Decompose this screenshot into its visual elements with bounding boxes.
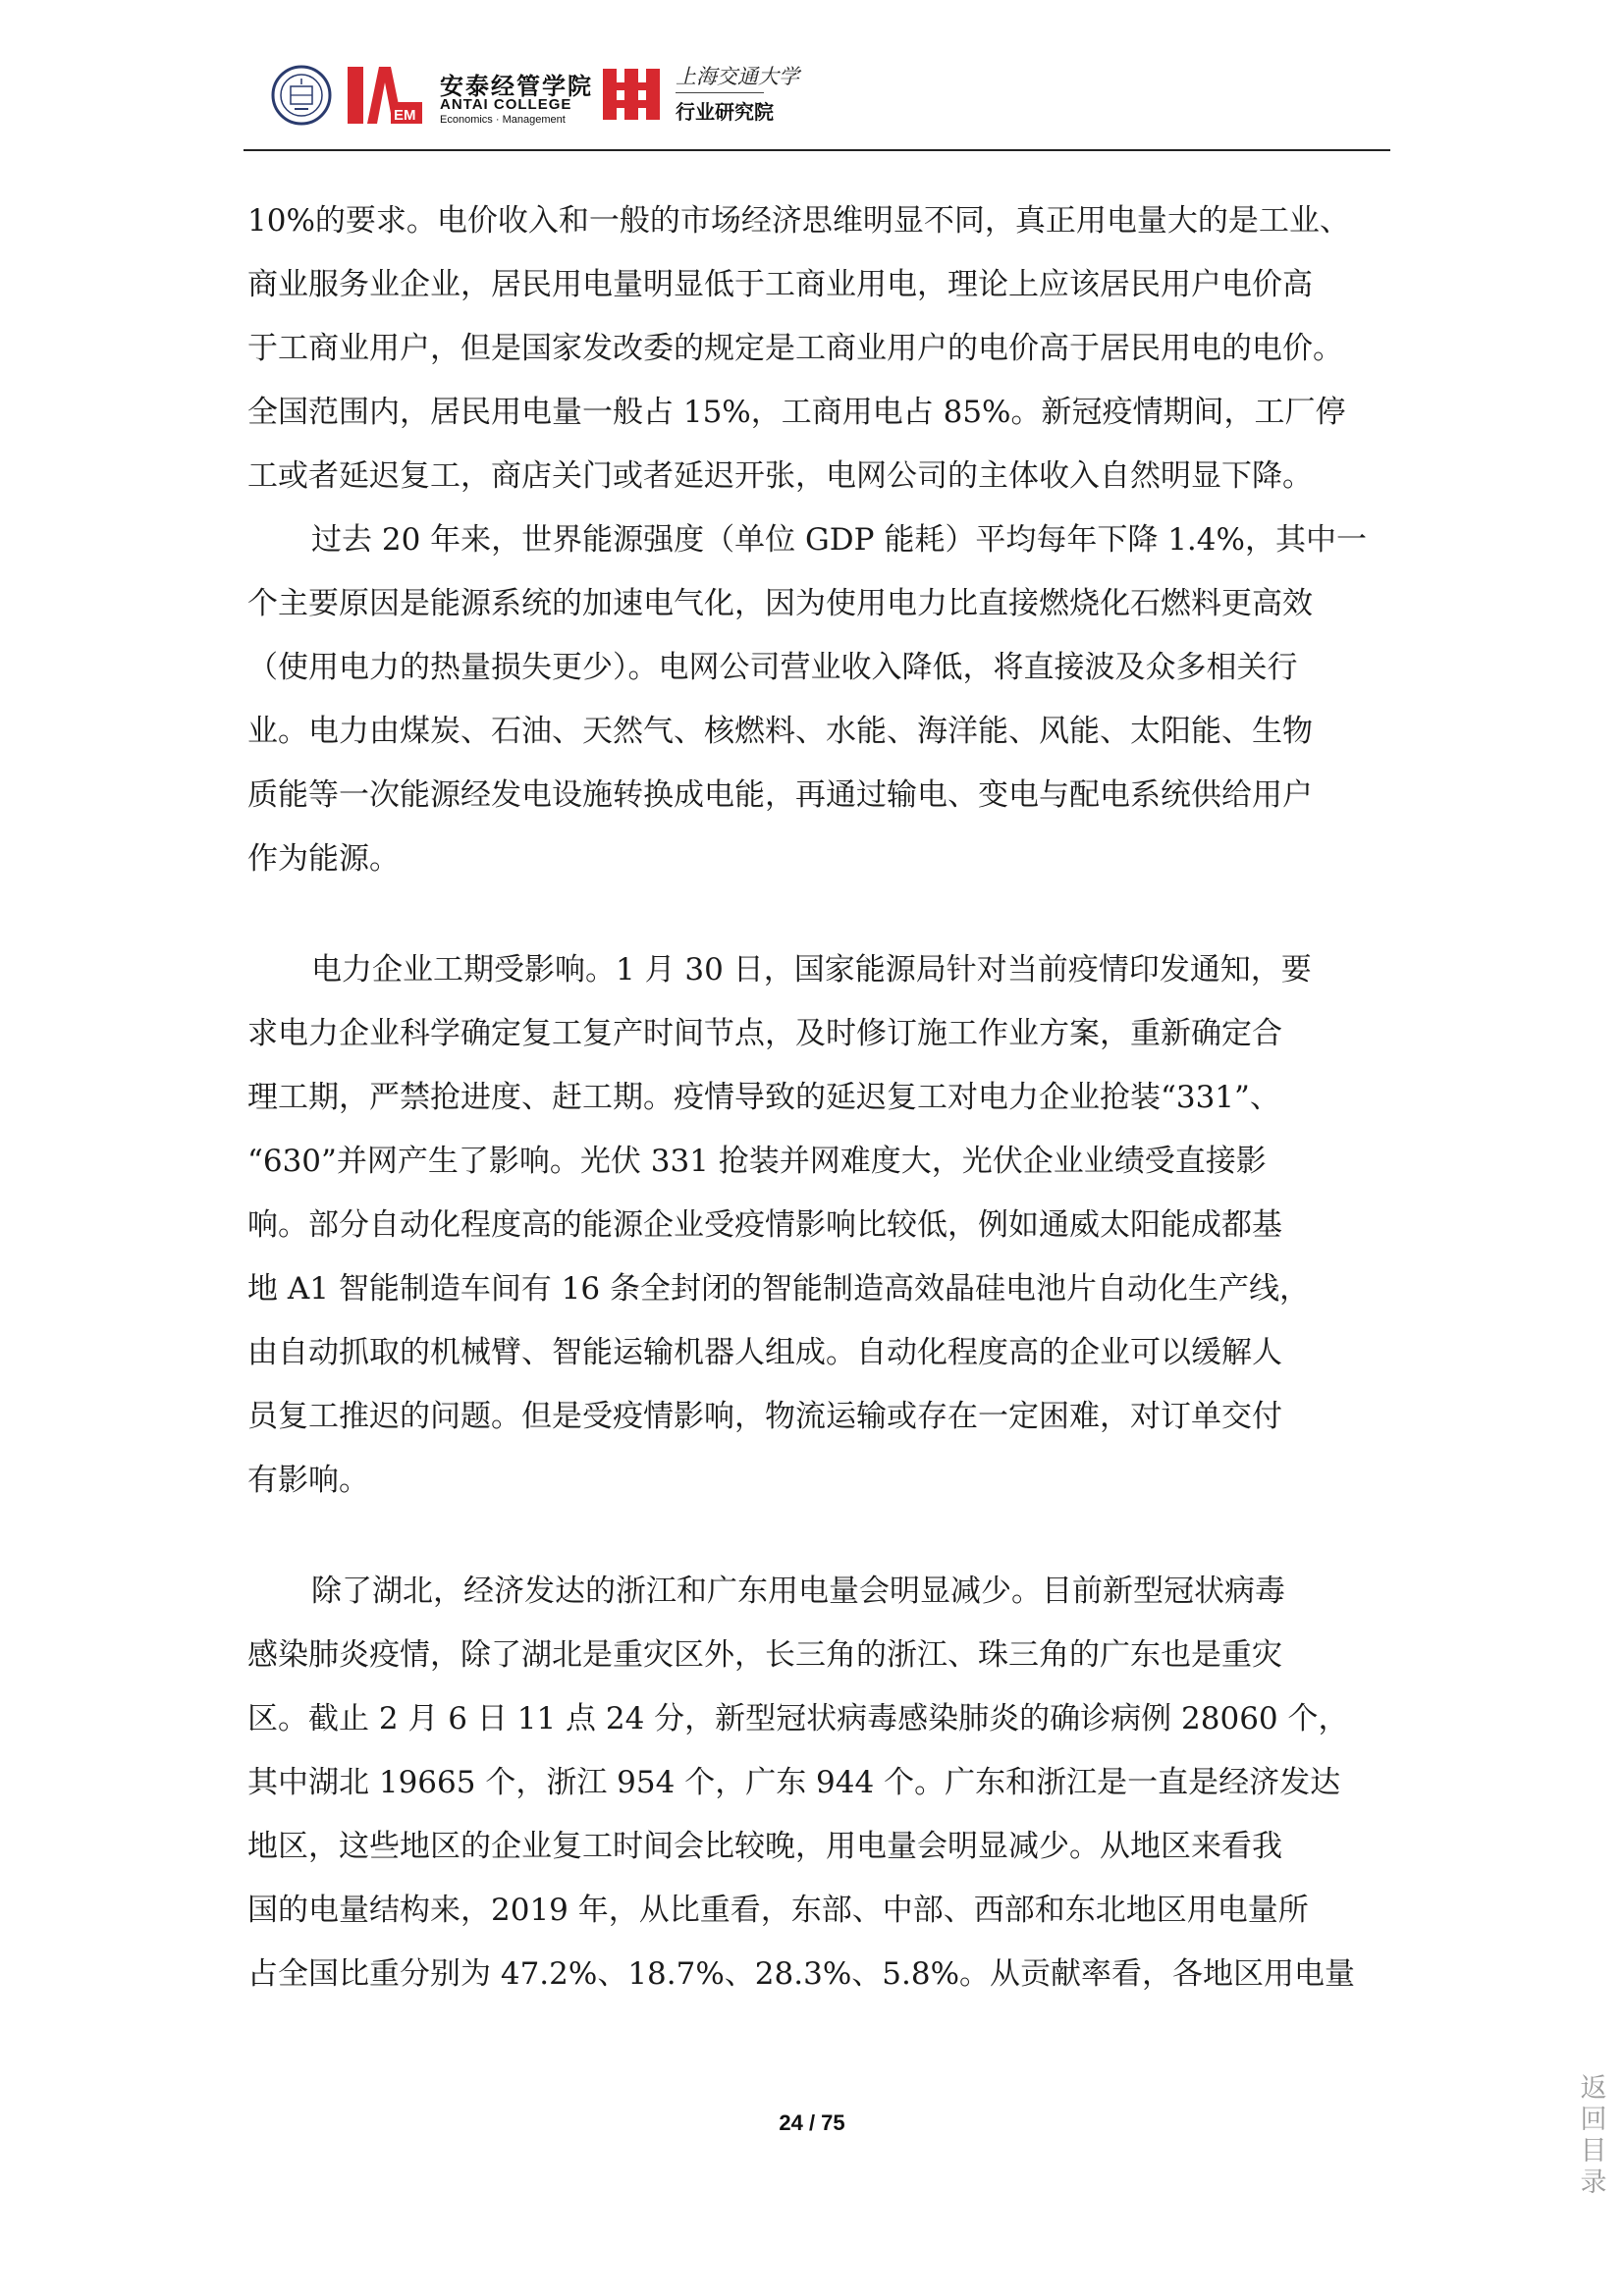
paragraph-gap xyxy=(247,1513,1384,1560)
back-to-contents-link[interactable] xyxy=(1577,2073,1610,2199)
text-line: 响。部分自动化程度高的能源企业受疫情影响比较低，例如通威太阳能成都基 xyxy=(247,1207,1282,1243)
text-line: 国的电量结构来，2019 年，从比重看，东部、中部、西部和东北地区用电量所 xyxy=(247,1893,1309,1928)
text-line: 地区，这些地区的企业复工时间会比较晚，用电量会明显减少。从地区来看我 xyxy=(247,1829,1282,1864)
paragraph-4 xyxy=(247,1560,1384,2006)
back-link-char: 目 xyxy=(1580,2136,1607,2166)
text-line: 由自动抓取的机械臂、智能运输机器人组成。自动化程度高的企业可以缓解人 xyxy=(247,1335,1282,1370)
text-line: 电力企业工期受影响。1 月 30 日，国家能源局针对当前疫情印发通知，要 xyxy=(311,952,1312,988)
university-name: 上海交通大学 xyxy=(676,65,799,88)
paragraph-1 xyxy=(247,189,1384,508)
text-line: 除了湖北，经济发达的浙江和广东用电量会明显减少。目前新型冠状病毒 xyxy=(311,1574,1285,1609)
page-number: 24 / 75 xyxy=(779,2110,845,2135)
back-link-char: 返 xyxy=(1580,2073,1607,2104)
text-line: 过去 20 年来，世界能源强度（单位 GDP 能耗）平均每年下降 1.4%，其中一 xyxy=(311,522,1367,558)
text-line: 全国范围内，居民用电量一般占 15%，工商用电占 85%。新冠疫情期间，工厂停 xyxy=(247,395,1346,430)
text-line: 商业服务业企业，居民用电量明显低于工商业用电，理论上应该居民用户电价高 xyxy=(247,267,1313,302)
text-line: 于工商业用户，但是国家发改委的规定是工商业用户的电价高于居民用电的电价。 xyxy=(247,331,1343,366)
text-line: “630”并网产生了影响。光伏 331 抢装并网难度大，光伏企业业绩受直接影 xyxy=(247,1144,1267,1179)
text-line: 质能等一次能源经发电设施转换成电能，再通过输电、变电与配电系统供给用户 xyxy=(247,777,1313,813)
college-name-en: ANTAI COLLEGE xyxy=(440,96,572,113)
text-line: 区。截止 2 月 6 日 11 点 24 分，新型冠状病毒感染肺炎的确诊病例 28060 个， xyxy=(247,1701,1349,1736)
institute-name: 行业研究院 xyxy=(676,100,774,124)
svg-text:EM: EM xyxy=(394,107,416,124)
sjtu-seal-logo xyxy=(271,65,332,126)
text-line: 员复工推迟的问题。但是受疫情影响，物流运输或存在一定困难，对订单交付 xyxy=(247,1399,1282,1434)
text-line: 业。电力由煤炭、石油、天然气、核燃料、水能、海洋能、风能、太阳能、生物 xyxy=(247,714,1313,749)
text-line: 10%的要求。电价收入和一般的市场经济思维明显不同，真正用电量大的是工业、 xyxy=(247,203,1350,239)
text-line: 地 A1 智能制造车间有 16 条全封闭的智能制造高效晶硅电池片自动化生产线， xyxy=(247,1271,1310,1307)
text-line: 占全国比重分别为 47.2%、18.7%、28.3%、5.8%。从贡献率看，各地区用电量 xyxy=(247,1956,1356,1992)
text-line: 工或者延迟复工，商店关门或者延迟开张，电网公司的主体收入自然明显下降。 xyxy=(247,458,1313,494)
paragraph-gap xyxy=(247,891,1384,938)
text-line: 求电力企业科学确定复工复产时间节点，及时修订施工作业方案，重新确定合 xyxy=(247,1016,1282,1051)
college-name-en-sub: Economics · Management xyxy=(440,114,566,126)
header-rule xyxy=(244,149,1390,151)
text-line: 个主要原因是能源系统的加速电气化，因为使用电力比直接燃烧化石燃料更高效 xyxy=(247,586,1313,621)
text-line: 其中湖北 19665 个，浙江 954 个，广东 944 个。广东和浙江是一直是经济发达 xyxy=(247,1765,1341,1800)
back-link-char: 录 xyxy=(1580,2167,1607,2198)
paragraph-3 xyxy=(247,938,1384,1513)
institute-glyph-logo xyxy=(599,65,664,124)
header-divider xyxy=(676,92,764,93)
document-body xyxy=(247,189,1384,2006)
college-name-cn: 安泰经管学院 xyxy=(440,73,593,100)
text-line: （使用电力的热量损失更少）。电网公司营业收入降低，将直接波及众多相关行 xyxy=(247,650,1298,685)
back-link-char: 回 xyxy=(1580,2105,1607,2135)
text-line: 感染肺炎疫情，除了湖北是重灾区外，长三角的浙江、珠三角的广东也是重灾 xyxy=(247,1637,1282,1673)
paragraph-2 xyxy=(247,508,1384,891)
acem-logo xyxy=(346,63,426,128)
page-header xyxy=(244,57,1390,151)
text-line: 有影响。 xyxy=(247,1463,369,1498)
text-line: 作为能源。 xyxy=(247,841,400,877)
text-line: 理工期，严禁抢进度、赶工期。疫情导致的延迟复工对电力企业抢装“331”、 xyxy=(247,1080,1280,1115)
